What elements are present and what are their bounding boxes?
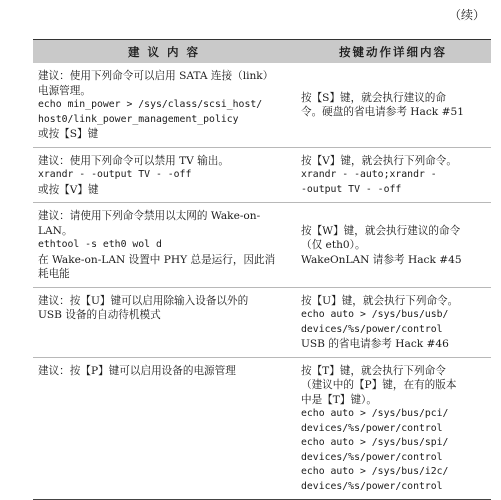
text-line: 按【S】键，就会执行建议的命 (301, 91, 446, 104)
text-line: 或按【V】键 (38, 183, 99, 196)
command-line: devices/%s/power/control (301, 451, 443, 463)
text-line: 按【T】键，就会执行下列命令 (301, 364, 446, 377)
command-line: host0/link_power_management_policy (38, 113, 239, 125)
suggestion-cell (33, 287, 295, 357)
text-line: 中是【T】键）。 (301, 393, 377, 406)
key-action-cell (295, 147, 491, 203)
key-action-cell (295, 357, 491, 500)
header-suggestion: 建 议 内 容 (33, 40, 295, 64)
suggestion-cell (33, 147, 295, 203)
table-row (33, 63, 491, 147)
text-line: 建议：请使用下列命令禁用以太网的 Wake-on- (38, 210, 261, 222)
text-line: 建议：使用下列命令可以禁用 TV 输出。 (38, 154, 229, 167)
table-row (33, 147, 491, 203)
key-action-cell (295, 203, 491, 288)
suggestion-cell (33, 63, 295, 147)
text-line: 耗电能 (38, 268, 70, 280)
command-line: echo min_power > /sys/class/scsi_host/ (38, 99, 263, 110)
suggestion-cell (33, 357, 295, 500)
key-action-cell (295, 287, 491, 357)
text-line: USB 设备的自动待机模式 (38, 309, 161, 321)
command-line: xrandr - -auto;xrandr - (301, 169, 437, 180)
header-key-action: 按键动作详细内容 (295, 40, 491, 64)
text-line: 令。硬盘的省电请参考 Hack #51 (301, 106, 464, 119)
suggestion-cell (33, 203, 295, 288)
table-row (33, 287, 491, 357)
command-line: xrandr - -output TV - -off (38, 169, 192, 180)
text-line: 建议：按【P】键可以启用设备的电源管理 (38, 364, 236, 377)
text-line: 按【W】键，就会执行建议的命令 (301, 224, 461, 237)
command-line: echo auto > /sys/bus/pci/ (301, 408, 449, 419)
key-action-cell (295, 63, 491, 147)
command-line: echo auto > /sys/bus/i2c/ (301, 466, 449, 477)
text-line: 按【V】键，就会执行下列命令。 (301, 154, 457, 167)
text-line: LAN。 (38, 224, 73, 237)
text-line: 按【U】键，就会执行下列命令。 (301, 294, 459, 307)
table-body (33, 63, 491, 500)
command-line: ethtool -s eth0 wol d (38, 239, 162, 250)
continued-label: （续） (448, 8, 485, 22)
table-header-row (33, 40, 491, 64)
command-line: devices/%s/power/control (301, 323, 443, 335)
text-line: USB 的省电请参考 Hack #46 (301, 338, 449, 350)
suggestion-table (33, 39, 491, 500)
command-line: devices/%s/power/control (301, 480, 443, 492)
command-line: -output TV - -off (301, 183, 402, 195)
table-row (33, 203, 491, 288)
text-line: （仅 eth0）。 (301, 239, 366, 251)
command-line: echo auto > /sys/bus/usb/ (301, 309, 449, 320)
text-line: 建议：按【U】键可以启用除输入设备以外的 (38, 294, 249, 307)
text-line: 或按【S】键 (38, 128, 99, 140)
text-line: 在 Wake-on-LAN 设置中 PHY 总是运行，因此消 (38, 253, 276, 266)
text-line: WakeOnLAN 请参考 Hack #45 (301, 253, 462, 266)
text-line: （建议中的【P】键，在有的版本 (301, 379, 457, 391)
command-line: echo auto > /sys/bus/spi/ (301, 437, 449, 448)
text-line: 电源管理。 (38, 84, 91, 97)
table-row (33, 357, 491, 500)
command-line: devices/%s/power/control (301, 422, 443, 434)
text-line: 建议：使用下列命令可以启用 SATA 连接（link） (38, 70, 274, 82)
